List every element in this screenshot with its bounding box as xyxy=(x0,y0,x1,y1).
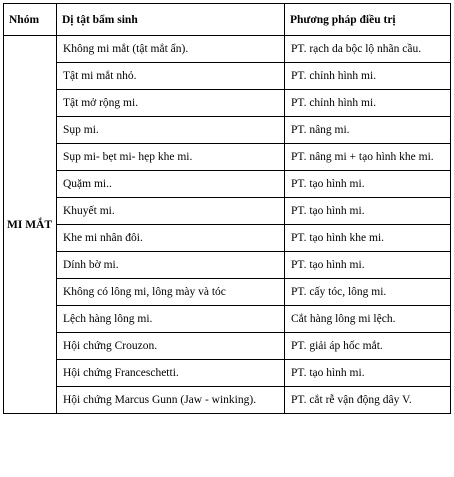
defect-cell: Khe mi nhân đôi. xyxy=(57,225,285,252)
method-cell: PT. nâng mi + tạo hình khe mi. xyxy=(285,144,451,171)
table-row xyxy=(4,306,451,333)
method-cell: PT. rạch da bộc lộ nhãn cầu. xyxy=(285,36,451,63)
defect-cell: Hội chứng Marcus Gunn (Jaw - winking). xyxy=(57,387,285,414)
table-row xyxy=(4,252,451,279)
document-page xyxy=(3,3,451,414)
table-row xyxy=(4,90,451,117)
method-cell: PT. chỉnh hình mi. xyxy=(285,63,451,90)
table-row xyxy=(4,63,451,90)
table-row xyxy=(4,360,451,387)
defect-cell: Lệch hàng lông mi. xyxy=(57,306,285,333)
method-cell: PT. giải áp hốc mắt. xyxy=(285,333,451,360)
table-row xyxy=(4,144,451,171)
defect-cell: Không mi mắt (tật mắt ẩn). xyxy=(57,36,285,63)
treatment-table xyxy=(3,3,451,414)
method-cell: PT. tạo hình mi. xyxy=(285,360,451,387)
header-row xyxy=(4,4,451,36)
method-cell: PT. nâng mi. xyxy=(285,117,451,144)
table-row xyxy=(4,171,451,198)
defect-cell: Tật mở rộng mi. xyxy=(57,90,285,117)
method-cell: PT. tạo hình mi. xyxy=(285,252,451,279)
table-row xyxy=(4,279,451,306)
table-row xyxy=(4,117,451,144)
defect-cell: Tật mi mắt nhỏ. xyxy=(57,63,285,90)
header-defect: Dị tật bẩm sinh xyxy=(57,4,285,36)
method-cell: Cắt hàng lông mi lệch. xyxy=(285,306,451,333)
defect-cell: Sụp mi- bẹt mi- hẹp khe mi. xyxy=(57,144,285,171)
table-row xyxy=(4,36,451,63)
group-cell: MI MẮT xyxy=(4,36,57,414)
defect-cell: Khuyết mi. xyxy=(57,198,285,225)
table-body xyxy=(4,36,451,414)
method-cell: PT. cấy tóc, lông mi. xyxy=(285,279,451,306)
defect-cell: Hội chứng Crouzon. xyxy=(57,333,285,360)
method-cell: PT. tạo hình mi. xyxy=(285,198,451,225)
table-row xyxy=(4,333,451,360)
header-group: Nhóm xyxy=(4,4,57,36)
header-method: Phương pháp điều trị xyxy=(285,4,451,36)
defect-cell: Dính bờ mi. xyxy=(57,252,285,279)
defect-cell: Sụp mi. xyxy=(57,117,285,144)
table-row xyxy=(4,225,451,252)
defect-cell: Hội chứng Franceschetti. xyxy=(57,360,285,387)
method-cell: PT. cắt rễ vận động dây V. xyxy=(285,387,451,414)
table-row xyxy=(4,198,451,225)
method-cell: PT. chỉnh hình mi. xyxy=(285,90,451,117)
method-cell: PT. tạo hình khe mi. xyxy=(285,225,451,252)
method-cell: PT. tạo hình mi. xyxy=(285,171,451,198)
defect-cell: Không có lông mi, lông mày và tóc xyxy=(57,279,285,306)
table-row xyxy=(4,387,451,414)
defect-cell: Quặm mi.. xyxy=(57,171,285,198)
